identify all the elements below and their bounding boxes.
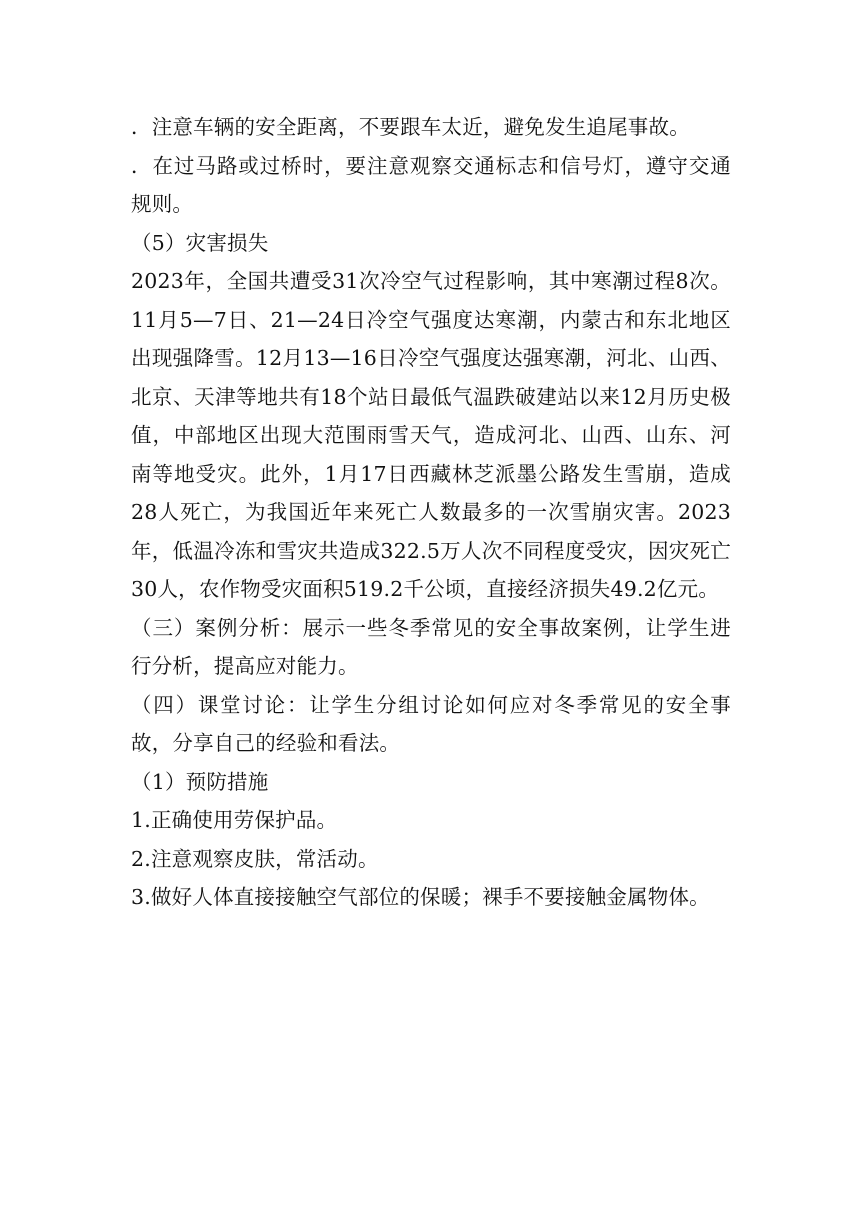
paragraph-following-distance: ．注意车辆的安全距离，不要跟车太近，避免发生追尾事故。 <box>131 115 690 139</box>
paragraph-disaster-statistics: 2023年，全国共遭受31次冷空气过程影响，其中寒潮过程8次。11月5—7日、21—24日冷空气强度达寒潮，内蒙古和东北地区出现强降雪。12月13—16日冷空气强度达强寒潮，河北、山西、北京、天津等地共有18个站日最低气温跌破建站以来12月历史极值，中部地区出现大范围雨雪天气，造成河北、山西、山东、河南等地受灾。此外，1月17日西藏林芝派墨公路发生雪崩，造成28人死亡，为我国近年来死亡人数最多的一次雪崩灾害。2023年，低温冷冻和雪灾共造成322.5万人次不同程度受灾，因灾死亡30人，农作物受灾面积519.2千公顷，直接经济损失49.2亿元。 <box>131 269 731 601</box>
heading-preventive-measures: （1）预防措施 <box>131 769 269 794</box>
list-item-keep-warm: 3.做好人体直接接触空气部位的保暖；裸手不要接触金属物体。 <box>131 885 710 909</box>
list-item-skin-observation: 2.注意观察皮肤，常活动。 <box>131 846 379 871</box>
list-item-protective-gear: 1.正确使用劳保护品。 <box>131 808 338 832</box>
paragraph-crossing-road: ．在过马路或过桥时，要注意观察交通标志和信号灯，遵守交通规则。 <box>131 153 731 216</box>
document-body <box>131 108 731 917</box>
paragraph-case-analysis: （三）案例分析：展示一些冬季常见的安全事故案例，让学生进行分析，提高应对能力。 <box>131 615 731 678</box>
paragraph-class-discussion: （四）课堂讨论：让学生分组讨论如何应对冬季常见的安全事故，分享自己的经验和看法。 <box>131 692 731 755</box>
heading-disaster-losses: （5）灾害损失 <box>131 230 269 255</box>
